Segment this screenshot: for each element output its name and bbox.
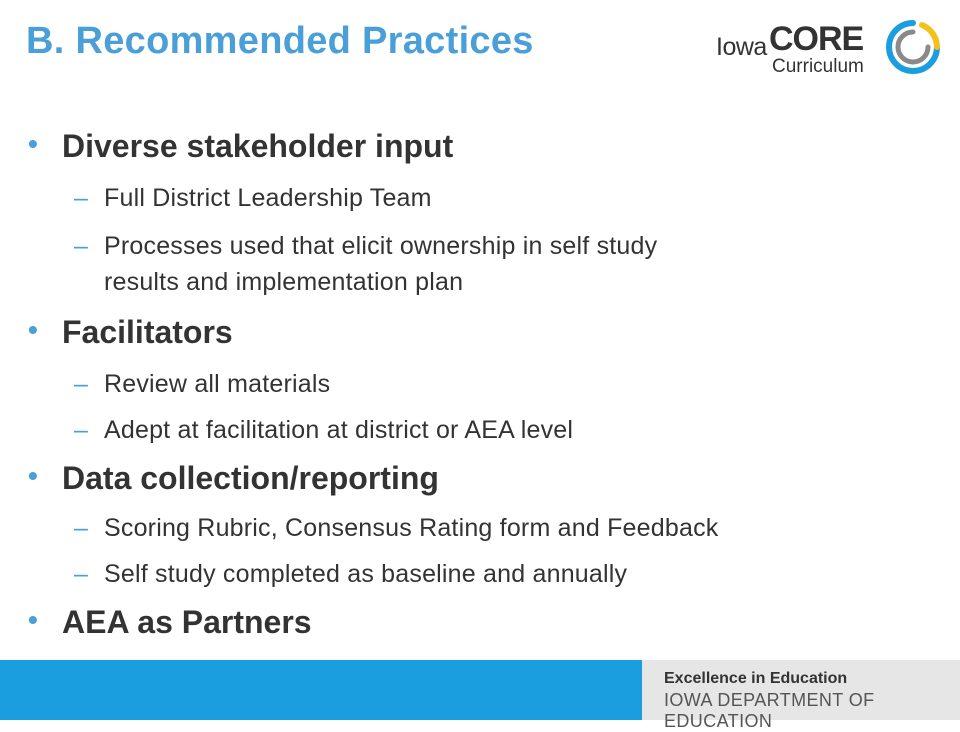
- sub-bullet-text: Review all materials: [104, 370, 331, 398]
- bullet-text: Diverse stakeholder input: [62, 128, 454, 164]
- sub-bullet-text: results and implementation plan: [104, 268, 464, 296]
- bullet-text: Data collection/reporting: [62, 460, 439, 496]
- dash-icon: –: [74, 416, 89, 444]
- bullet-dot-icon: •: [28, 460, 38, 491]
- sub-bullet-text: Processes used that elicit ownership in self study: [104, 232, 658, 260]
- footer-tagline: Excellence in Education: [664, 670, 848, 687]
- dash-icon: –: [74, 184, 89, 212]
- bullet-dot-icon: •: [28, 604, 38, 635]
- sub-bullet-text: Adept at facilitation at district or AEA level: [104, 416, 574, 444]
- slide-title: B. Recommended Practices: [26, 20, 534, 62]
- logo-iowa-text: Iowa: [716, 33, 767, 61]
- logo-rings-icon: [884, 18, 942, 76]
- sub-bullet-item: [74, 510, 719, 546]
- sub-bullet-item: [74, 180, 432, 216]
- bullet-item: [28, 128, 454, 165]
- bullet-text: AEA as Partners: [62, 604, 312, 640]
- logo-curriculum-text: Curriculum: [772, 56, 864, 77]
- dash-icon: –: [74, 560, 89, 588]
- bullet-item: [28, 314, 233, 351]
- dash-icon: –: [74, 514, 89, 542]
- footer-blue-bar: [0, 660, 642, 720]
- sub-bullet-item: [74, 556, 628, 592]
- dash-icon: –: [74, 232, 89, 260]
- dash-icon: –: [74, 370, 89, 398]
- footer-department: IOWA DEPARTMENT OF EDUCATION: [664, 690, 875, 731]
- bullet-item: [28, 460, 439, 497]
- sub-bullet-item: [74, 228, 658, 264]
- sub-bullet-item-continuation: [104, 264, 463, 300]
- sub-bullet-text: Full District Leadership Team: [104, 184, 432, 212]
- bullet-dot-icon: •: [28, 128, 38, 159]
- bullet-item: [28, 604, 312, 641]
- bullet-text: Facilitators: [62, 314, 233, 350]
- sub-bullet-item: [74, 366, 331, 402]
- iowa-core-logo: [716, 16, 942, 80]
- sub-bullet-text: Scoring Rubric, Consensus Rating form and Feedback: [104, 514, 719, 542]
- logo-core-text: CORE: [769, 20, 864, 58]
- sub-bullet-item: [74, 412, 574, 448]
- sub-bullet-text: Self study completed as baseline and annually: [104, 560, 628, 588]
- bullet-dot-icon: •: [28, 314, 38, 345]
